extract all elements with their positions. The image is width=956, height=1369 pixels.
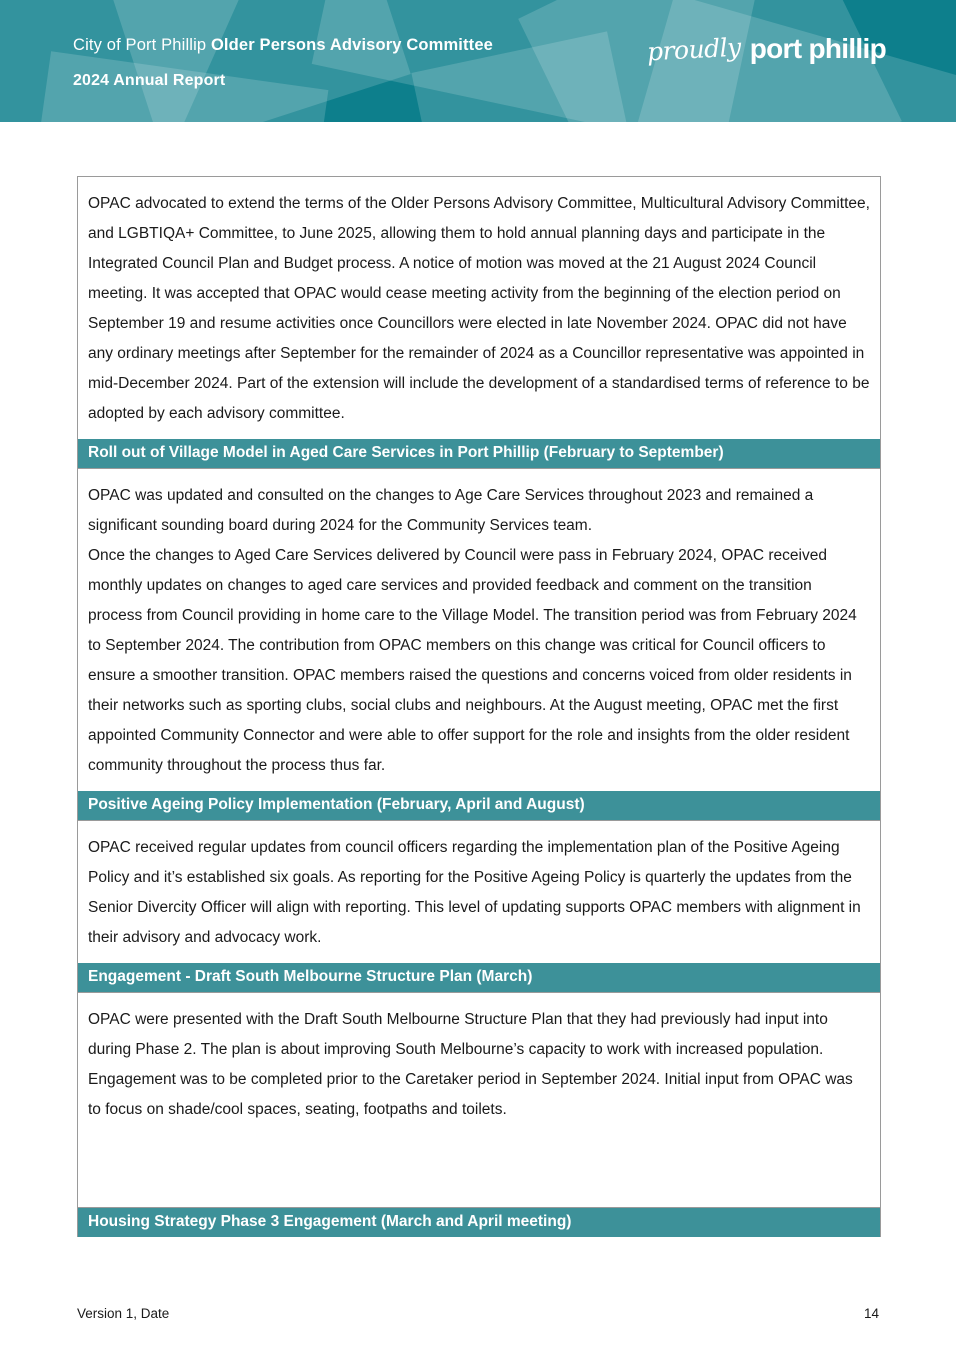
content-block xyxy=(77,820,881,963)
header-committee-name: Older Persons Advisory Committee xyxy=(210,36,493,54)
logo-wordmark: port phillip xyxy=(749,33,886,64)
section-heading-positive-ageing: Positive Ageing Policy Implementation (February, April and August) xyxy=(77,791,881,820)
page-header xyxy=(0,0,956,122)
header-org-name: City of Port Phillip xyxy=(73,36,211,54)
section-heading-village-model: Roll out of Village Model in Aged Care Services in Port Phillip (February to September) xyxy=(77,439,881,468)
header-text-group xyxy=(73,36,493,90)
page-body xyxy=(0,122,956,1369)
page-footer xyxy=(77,1306,879,1321)
footer-page-number: 14 xyxy=(863,1306,879,1321)
content-block xyxy=(77,468,881,791)
paragraph: Once the changes to Aged Care Services delivered by Council were pass in February 2024, OPAC received monthly updates on changes to aged care services and provided feedback and comment on the transition process from Council providing in home care to the Village Model. The transition period was from February 2024 to September 2024. The contribution from OPAC members on this change was critical for Council officers to ensure a smoother transition. OPAC members raised the questions and concerns voiced from older residents in their networks such as sporting clubs, social clubs and neighbours. At the August meeting, OPAC met the first appointed Community Connector and were able to offer support for the role and insights from the older resident community throughout the process thus far. xyxy=(88,547,857,774)
section-heading-south-melbourne: Engagement - Draft South Melbourne Structure Plan (March) xyxy=(77,963,881,992)
paragraph: OPAC received regular updates from council officers regarding the implementation plan of the Positive Ageing Policy and it’s established six goals. As reporting for the Positive Ageing Policy is quarterly the updates from the Senior Divercity Officer will align with reporting. This level of updating supports OPAC members with alignment in their advisory and advocacy work. xyxy=(88,839,861,946)
empty-table-cell xyxy=(77,1135,881,1207)
paragraph: OPAC advocated to extend the terms of the Older Persons Advisory Committee, Multicultural Advisory Committee, and LGBTIQA+ Committee, to June 2025, allowing them to hold annual planning days and participate in the Integrated Council Plan and Budget process. A notice of motion was moved at the 21 August 2024 Council meeting. It was accepted that OPAC would cease meeting activity from the beginning of the election period on September 19 and resume activities once Councillors were elected in late November 2024. OPAC did not have any ordinary meetings after September for the remainder of 2024 as a Councillor representative was appointed in mid-December 2024. Part of the extension will include the development of a standardised terms of reference to be adopted by each advisory committee. xyxy=(88,195,870,422)
header-title-line xyxy=(73,36,493,55)
section-heading-housing-strategy: Housing Strategy Phase 3 Engagement (March and April meeting) xyxy=(77,1207,881,1237)
logo-script-word: proudly xyxy=(646,32,742,67)
paragraph: OPAC was updated and consulted on the changes to Age Care Services throughout 2023 and remained a significant sounding board during 2024 for the Community Services team. xyxy=(88,487,814,534)
content-block xyxy=(77,992,881,1135)
header-report-title: 2024 Annual Report xyxy=(73,72,226,89)
paragraph: OPAC were presented with the Draft South Melbourne Structure Plan that they had previously had input into during Phase 2. The plan is about improving South Melbourne’s capacity to work with increased population. Engagement was to be completed prior to the Caretaker period in September 2024. Initial input from OPAC was to focus on shade/cool spaces, seating, footpaths and toilets. xyxy=(88,1011,853,1118)
document-content xyxy=(77,176,881,1237)
footer-version: Version 1, Date xyxy=(77,1306,170,1321)
port-phillip-logo xyxy=(647,33,886,65)
content-block xyxy=(77,176,881,439)
